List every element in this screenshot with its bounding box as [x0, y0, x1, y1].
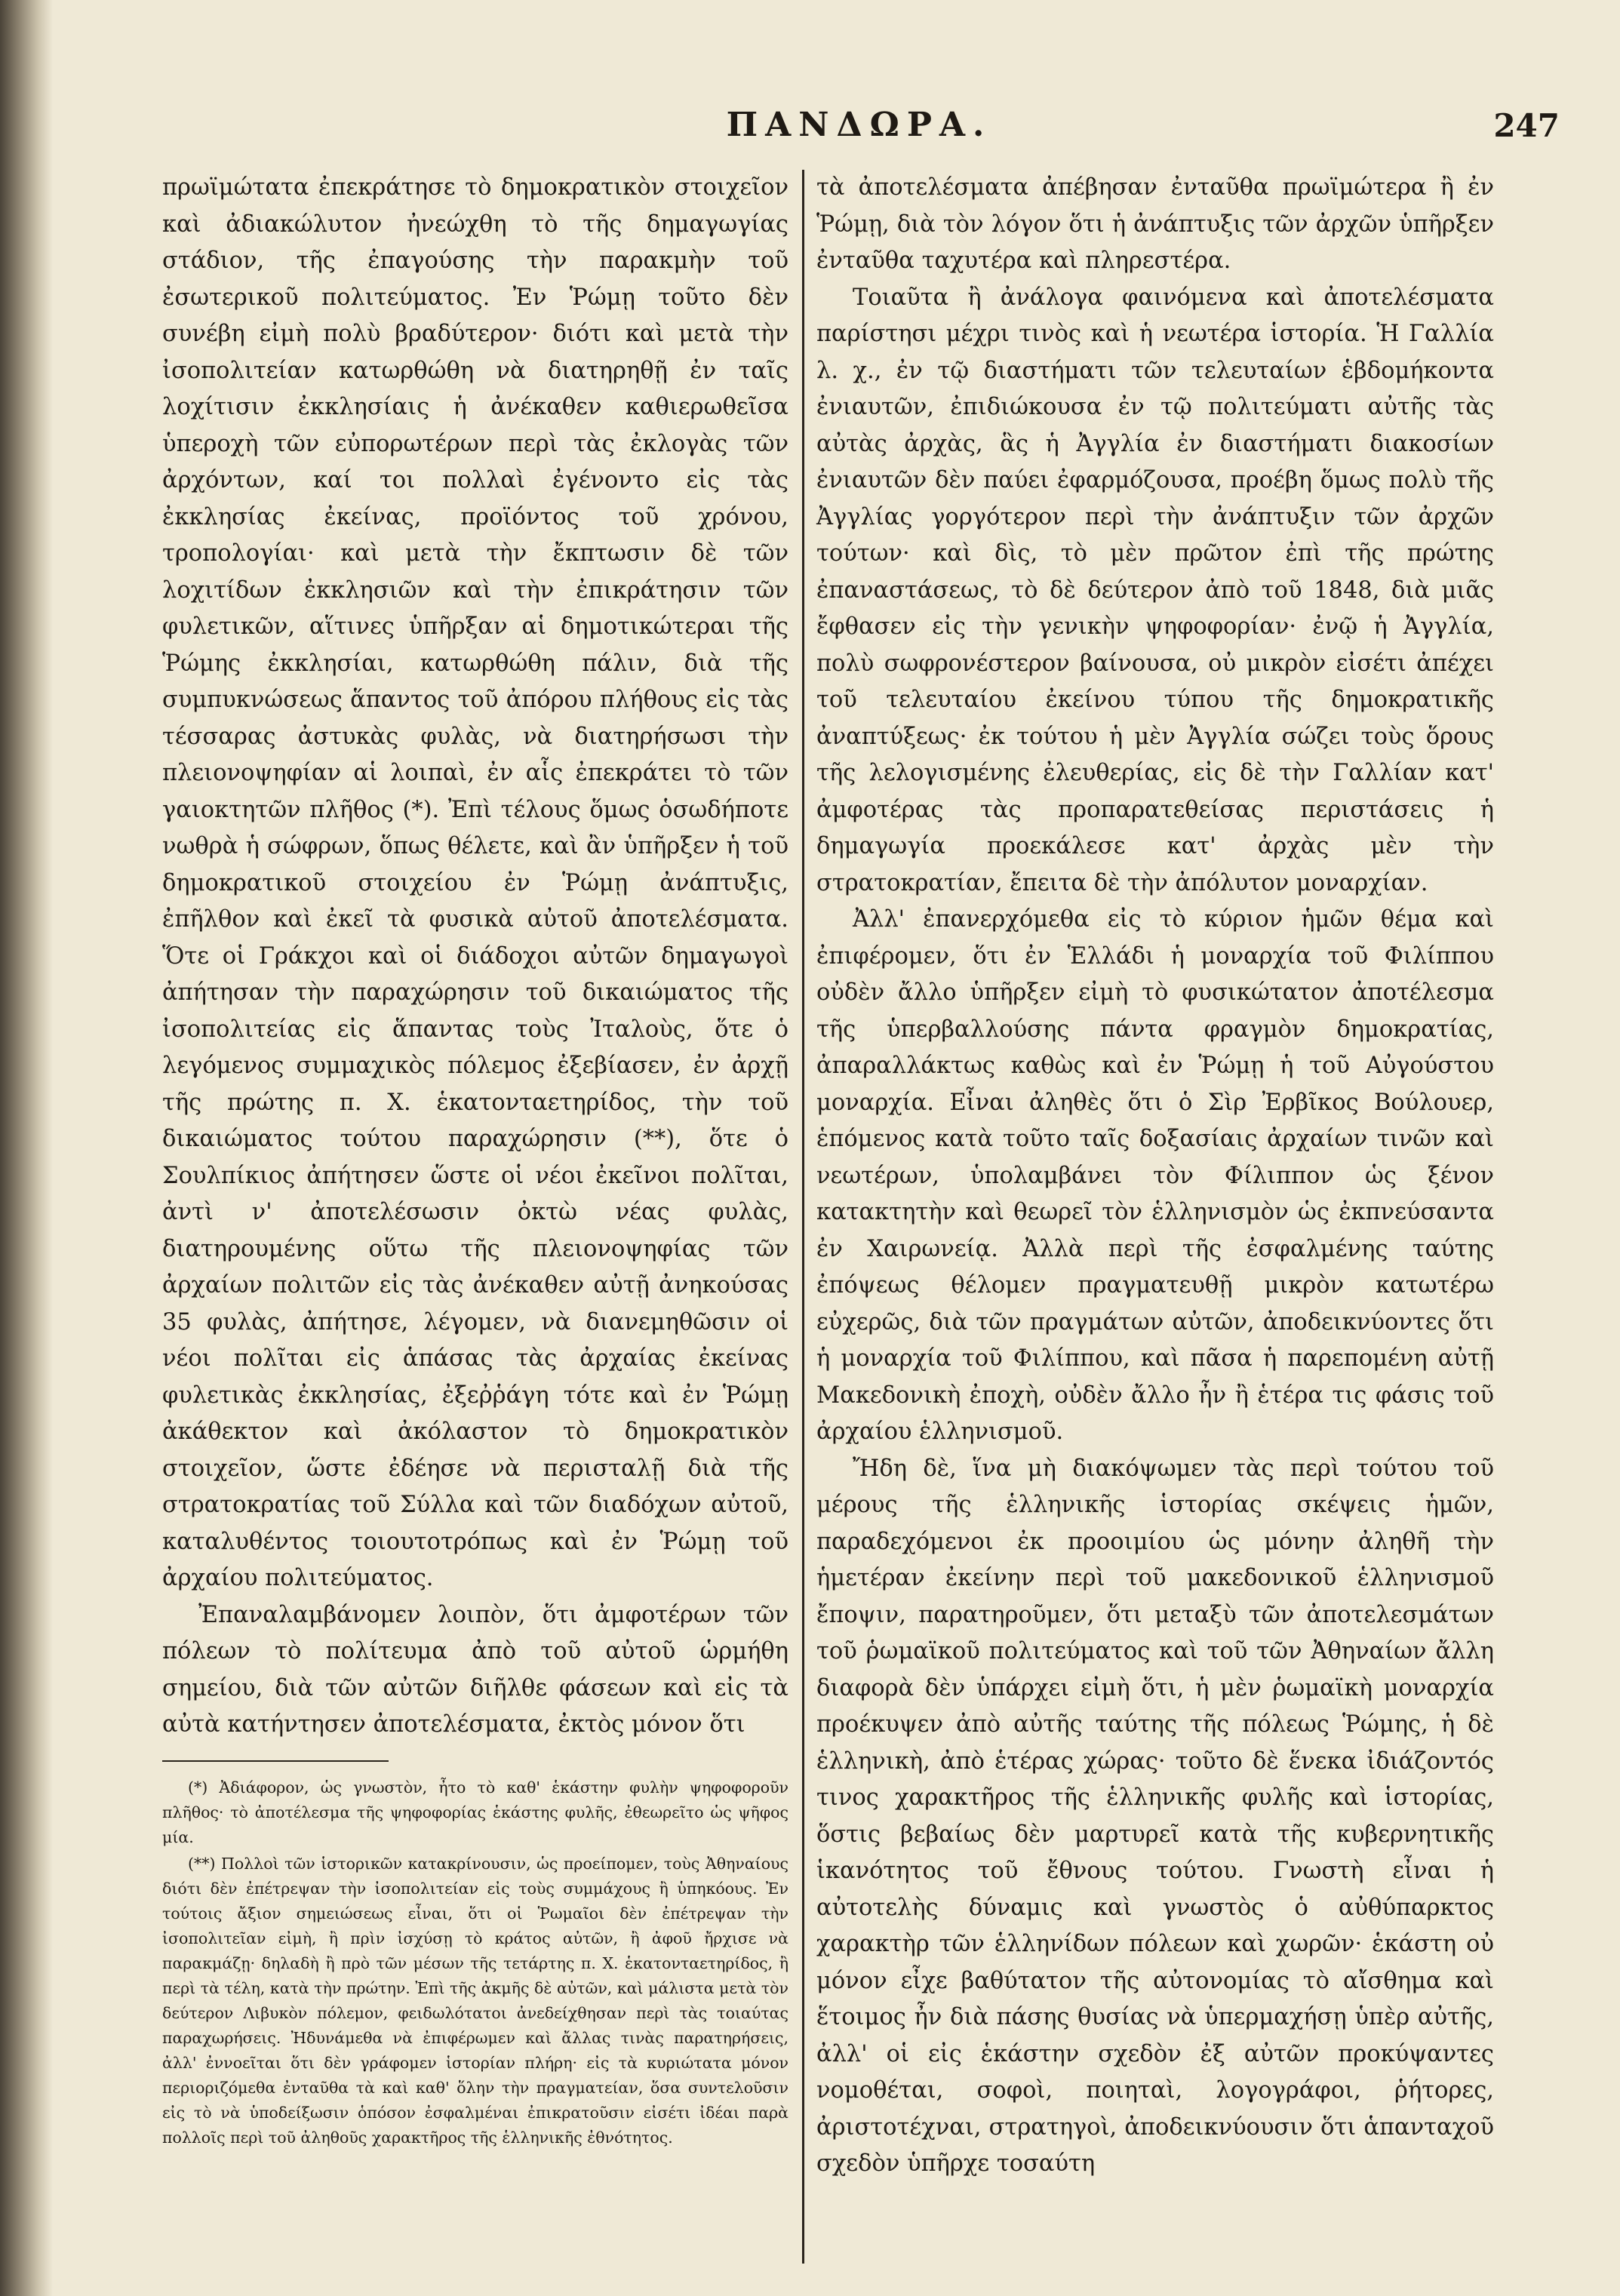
- footnotes: [162, 1775, 788, 2150]
- footnote: (**) Πολλοὶ τῶν ἱστορικῶν κατακρίνουσιν, ὡς προείπομεν, τοὺς Ἀθηναίους διότι δὲν ἐπέτρεψαν τὴν ἰσοπολιτείαν εἰς τοὺς συμμάχους ἢ ὑπηκόους. Ἐν τούτοις ἄξιον σημειώσεως εἶναι, ὅτι οἱ Ῥωμαῖοι δὲν ἐπέτρεψαν τὴν ἰσοπολιτεῖαν εἰμὴ, ἢ πρὶν ἰσχύσῃ τὸ κράτος αὐτῶν, ἢ ἀφοῦ ἤρχισε νὰ παρακμάζῃ· δηλαδὴ ἢ πρὸ τῶν μέσων τῆς τετάρτης π. Χ. ἑκατονταετηρίδος, ἢ περὶ τὰ τέλη, κατὰ τὴν πρώτην. Ἐπὶ τῆς ἀκμῆς δὲ αὐτῶν, καὶ μάλιστα μετὰ τὸν δεύτερον Λιβυκὸν πόλεμον, φειδωλότατοι ἀνεδείχθησαν περὶ τὰς τοιαύτας παραχωρήσεις. Ἠδυνάμεθα νὰ ἐπιφέρωμεν καὶ ἄλλας τινὰς παρατηρήσεις, ἀλλ' ἐννοεῖται ὅτι δὲν γράφομεν ἱστορίαν πλήρη· εἰς τὰ κυριώτατα μόνον περιοριζόμεθα ἐνταῦθα τὰ καὶ καθ' ὅλην τὴν πραγματείαν, ὅσα συντελοῦσιν εἰς τὸ νὰ ὑποδείξωσιν ὁπόσον ἐσφαλμέναι ἐπικρατοῦσιν εἰσέτι ἰδέαι παρὰ πολλοῖς περὶ τοῦ ἀληθοῦς χαρακτῆρος τῆς ἑλληνικῆς ἐθνότητος.: [162, 1854, 788, 2147]
- left-column: [162, 170, 788, 2152]
- footnote: (*) Ἀδιάφορον, ὡς γνωστὸν, ἦτο τὸ καθ' ἑκάστην φυλὴν ψηφοφοροῦν πλῆθος· τὸ ἀποτέλεσμα τῆς ψηφοφορίας ἑκάστης φυλῆς, ἐθεωρεῖτο ὡς ψῆφος μία.: [162, 1778, 788, 1846]
- page-number: 247: [1493, 107, 1560, 144]
- binding-shadow: [0, 0, 53, 2296]
- body-paragraph: Τοιαῦτα ἢ ἀνάλογα φαινόμενα καὶ ἀποτελέσματα παρίστησι μέχρι τινὸς καὶ ἡ νεωτέρα ἱστορία. Ἡ Γαλλία λ. χ., ἐν τῷ διαστήματι τῶν τελευταίων ἑβδομήκοντα ἐνιαυτῶν, ἐπιδιώκουσα ἐν τῷ πολιτεύματι αὐτῆς τὰς αὐτὰς ἀρχὰς, ἃς ἡ Ἀγγλία ἐν διαστήματι διακοσίων ἐνιαυτῶν δὲν παύει ἐφαρμόζουσα, προέβη ὅμως πολὺ τῆς Ἀγγλίας γοργότερον περὶ τὴν ἀνάπτυξιν τῶν ἀρχῶν τούτων· καὶ δὶς, τὸ μὲν πρῶτον ἐπὶ τῆς πρώτης ἐπαναστάσεως, τὸ δὲ δεύτερον ἀπὸ τοῦ 1848, διὰ μιᾶς ἔφθασεν εἰς τὴν γενικὴν ψηφοφορίαν· ἐνῷ ἡ Ἀγγλία, πολὺ σωφρονέστερον βαίνουσα, οὐ μικρὸν εἰσέτι ἀπέχει τοῦ τελευταίου ἐκείνου τύπου τῆς δημοκρατικῆς ἀναπτύξεως· ἐκ τούτου ἡ μὲν Ἀγγλία σώζει τοὺς ὅρους τῆς λελογισμένης ἐλευθερίας, εἰς δὲ τὴν Γαλλίαν κατ' ἀμφοτέρας τὰς προπαρατεθείσας περιστάσεις ἡ δημαγωγία προεκάλεσε κατ' ἀρχὰς μὲν τὴν στρατοκρατίαν, ἔπειτα δὲ τὴν ἀπόλυτον μοναρχίαν.: [816, 284, 1494, 896]
- page-header: [158, 106, 1560, 158]
- body-paragraph: Ἀλλ' ἐπανερχόμεθα εἰς τὸ κύριον ἡμῶν θέμα καὶ ἐπιφέρομεν, ὅτι ἐν Ἑλλάδι ἡ μοναρχία τοῦ Φιλίππου οὐδὲν ἄλλο ὑπῆρξεν εἰμὴ τὸ φυσικώτατον ἀποτέλεσμα τῆς ὑπερβαλλούσης πάντα φραγμὸν δημοκρατίας, ἀπαραλλάκτως καθὼς καὶ ἐν Ῥώμῃ ἡ τοῦ Αὐγούστου μοναρχία. Εἶναι ἀληθὲς ὅτι ὁ Σὶρ Ἐρβῖκος Βούλουερ, ἑπόμενος κατὰ τοῦτο ταῖς δοξασίαις ἀρχαίων τινῶν καὶ νεωτέρων, ὑπολαμβάνει τὸν Φίλιππον ὡς ξένον κατακτητὴν καὶ θεωρεῖ τὸν ἑλληνισμὸν ὡς ἐκπνεύσαντα ἐν Χαιρωνείᾳ. Ἀλλὰ περὶ τῆς ἐσφαλμένης ταύτης ἐπόψεως θέλομεν πραγματευθῇ μικρὸν κατωτέρω εὐχερῶς, διὰ τῶν πραγμάτων αὐτῶν, ἀποδεικνύοντες ὅτι ἡ μοναρχία τοῦ Φιλίππου, καὶ πᾶσα ἡ παρεπομένη αὐτῇ Μακεδονικὴ ἐποχὴ, οὐδὲν ἄλλο ἦν ἢ ἑτέρα τις φάσις τοῦ ἀρχαίου ἑλληνισμοῦ.: [816, 906, 1494, 1445]
- running-title: ΠΑΝΔΩΡΑ.: [726, 106, 992, 144]
- body-paragraph: Ἐπαναλαμβάνομεν λοιπὸν, ὅτι ἀμφοτέρων τῶν πόλεων τὸ πολίτευμα ἀπὸ τοῦ αὐτοῦ ὡρμήθη σημείου, διὰ τῶν αὐτῶν διῆλθε φάσεων καὶ εἰς τὰ αὐτὰ κατήντησεν ἀποτελέσματα, ἐκτὸς μόνον ὅτι: [162, 1601, 788, 1738]
- body-paragraph: Ἤδη δὲ, ἵνα μὴ διακόψωμεν τὰς περὶ τούτου τοῦ μέρους τῆς ἑλληνικῆς ἱστορίας σκέψεις ἡμῶν, παραδεχόμενοι ἐκ προοιμίου ὡς μόνην ἀληθῆ τὴν ἡμετέραν ἐκείνην περὶ τοῦ μακεδονικοῦ ἑλληνισμοῦ ἔποψιν, παρατηροῦμεν, ὅτι μεταξὺ τῶν ἀποτελεσμάτων τοῦ ῥωμαϊκοῦ πολιτεύματος καὶ τοῦ τῶν Ἀθηναίων ἄλλη διαφορὰ δὲν ὑπάρχει εἰμὴ ὅτι, ἡ μὲν ῥωμαϊκὴ μοναρχία προέκυψεν ἀπὸ αὐτῆς ταύτης τῆς πόλεως Ῥώμης, ἡ δὲ ἑλληνικὴ, ἀπὸ ἑτέρας χώρας· τοῦτο δὲ ἕνεκα ἰδιάζοντός τινος χαρακτῆρος τῆς ἑλληνικῆς φυλῆς καὶ ἱστορίας, ὅστις βεβαίως δὲν μαρτυρεῖ κατὰ τῆς κυβερνητικῆς ἱκανότητος τοῦ ἔθνους τούτου. Γνωστὴ εἶναι ἡ αὐτοτελὴς δύναμις καὶ γνωστὸς ὁ αὐθύπαρκτος χαρακτὴρ τῶν ἑλληνίδων πόλεων καὶ χωρῶν· ἑκάστη οὐ μόνον εἶχε βαθύτατον τῆς αὐτονομίας τὸ αἴσθημα καὶ ἕτοιμος ἦν διὰ πάσης θυσίας νὰ ὑπερμαχήσῃ ὑπὲρ αὐτῆς, ἀλλ' οἱ εἰς ἑκάστην σχεδὸν ἐξ αὐτῶν προκύψαντες νομοθέται, σοφοὶ, ποιηταὶ, λογογράφοι, ῥήτορες, ἀριστοτέχναι, στρατηγοὶ, ἀποδεικνύουσιν ὅτι ἁπανταχοῦ σχεδὸν ὑπῆρχε τοσαύτη: [816, 1455, 1494, 2177]
- right-column: [816, 170, 1494, 2183]
- column-divider: [802, 170, 804, 2264]
- body-paragraph: τὰ ἀποτελέσματα ἀπέβησαν ἐνταῦθα πρωϊμώτερα ἢ ἐν Ῥώμῃ, διὰ τὸν λόγον ὅτι ἡ ἀνάπτυξις τῶν ἀρχῶν ὑπῆρξεν ἐνταῦθα ταχυτέρα καὶ πληρεστέρα.: [816, 174, 1494, 274]
- footnote-rule: [162, 1760, 389, 1762]
- body-paragraph: πρωϊμώτατα ἐπεκράτησε τὸ δημοκρατικὸν στοιχεῖον καὶ ἀδιακώλυτον ἠνεώχθη τὸ τῆς δημαγωγίας στάδιον, τῆς ἐπαγούσης τὴν παρακμὴν τοῦ ἐσωτερικοῦ πολιτεύματος. Ἐν Ῥώμῃ τοῦτο δὲν συνέβη εἰμὴ πολὺ βραδύτερον· διότι καὶ μετὰ τὴν ἰσοπολιτείαν κατωρθώθη νὰ διατηρηθῇ ἐν ταῖς λοχίτισιν ἐκκλησίαις ἡ ἀνέκαθεν καθιερωθεῖσα ὑπεροχὴ τῶν εὐπορωτέρων περὶ τὰς ἐκλογὰς τῶν ἀρχόντων, καί τοι πολλαὶ ἐγένοντο εἰς τὰς ἐκκλησίας ἐκείνας, προϊόντος τοῦ χρόνου, τροπολογίαι· καὶ μετὰ τὴν ἔκπτωσιν δὲ τῶν λοχιτίδων ἐκκλησιῶν καὶ τὴν ἐπικράτησιν τῶν φυλετικῶν, αἵτινες ὑπῆρξαν αἱ δημοτικώτεραι τῆς Ῥώμης ἐκκλησίαι, κατωρθώθη πάλιν, διὰ τῆς συμπυκνώσεως ἅπαντος τοῦ ἀπόρου πλήθους εἰς τὰς τέσσαρας ἀστυκὰς φυλὰς, νὰ διατηρήσωσι τὴν πλειονοψηφίαν αἱ λοιπαὶ, ἐν αἷς ἐπεκράτει τὸ τῶν γαιοκτητῶν πλῆθος (*). Ἐπὶ τέλους ὅμως ὁσωδήποτε νωθρὰ ἡ σώφρων, ὅπως θέλετε, καὶ ἂν ὑπῆρξεν ἡ τοῦ δημοκρατικοῦ στοιχείου ἐν Ῥώμῃ ἀνάπτυξις, ἐπῆλθον καὶ ἐκεῖ τὰ φυσικὰ αὐτοῦ ἀποτελέσματα. Ὅτε οἱ Γράκχοι καὶ οἱ διάδοχοι αὐτῶν δημαγωγοὶ ἀπήτησαν τὴν παραχώρησιν τοῦ δικαιώματος τῆς ἰσοπολιτείας εἰς ἅπαντας τοὺς Ἰταλοὺς, ὅτε ὁ λεγόμενος συμμαχικὸς πόλεμος ἐξεβίασεν, ἐν ἀρχῇ τῆς πρώτης π. Χ. ἑκατονταετηρίδος, τὴν τοῦ δικαιώματος τούτου παραχώρησιν (**), ὅτε ὁ Σουλπίκιος ἀπήτησεν ὥστε οἱ νέοι ἐκεῖνοι πολῖται, ἀντὶ ν' ἀποτελέσωσιν ὀκτὼ νέας φυλὰς, διατηρουμένης οὕτω τῆς πλειονοψηφίας τῶν ἀρχαίων πολιτῶν εἰς τὰς ἀνέκαθεν αὐτῇ ἀνηκούσας 35 φυλὰς, ἀπήτησε, λέγομεν, νὰ διανεμηθῶσιν οἱ νέοι πολῖται εἰς ἁπάσας τὰς ἀρχαίας ἐκείνας φυλετικὰς ἐκκλησίας, ἐξεῤῥάγη τότε καὶ ἐν Ῥώμῃ ἀκάθεκτον καὶ ἀκόλαστον τὸ δημοκρατικὸν στοιχεῖον, ὥστε ἐδέησε νὰ περισταλῇ διὰ τῆς στρατοκρατίας τοῦ Σύλλα καὶ τῶν διαδόχων αὐτοῦ, καταλυθέντος τοιουτοτρόπως καὶ ἐν Ῥώμῃ τοῦ ἀρχαίου πολιτεύματος.: [162, 174, 788, 1591]
